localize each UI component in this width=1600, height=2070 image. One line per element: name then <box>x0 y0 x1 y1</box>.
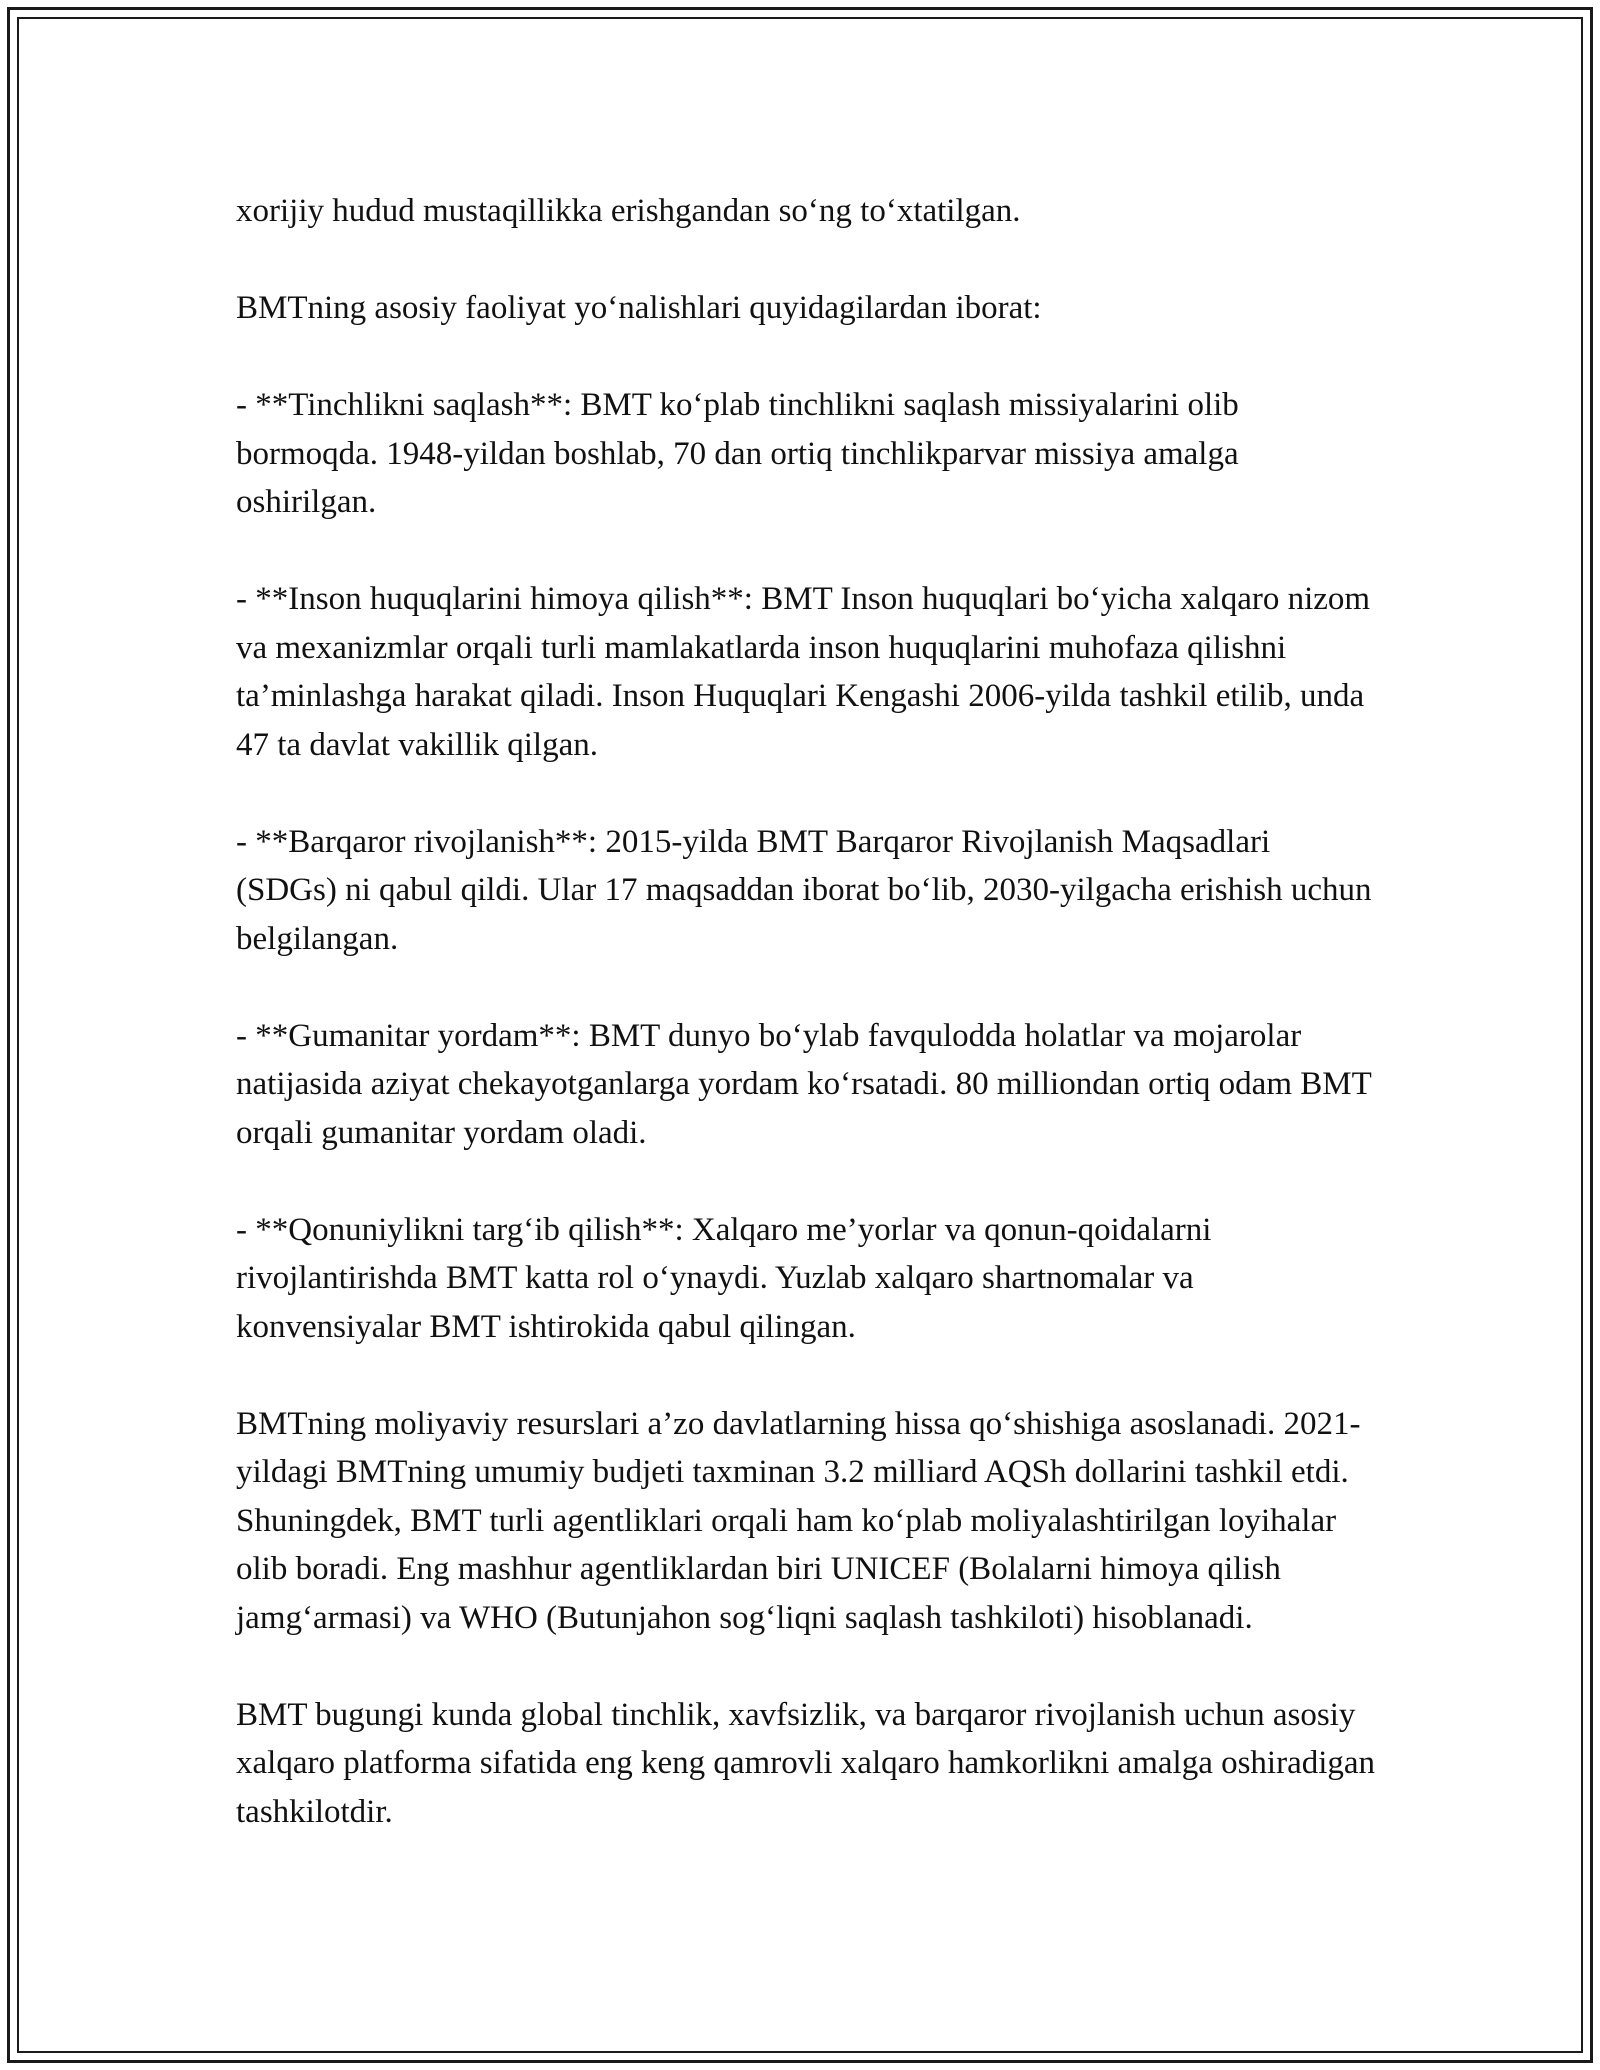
list-item-humanitarian-aid: - **Gumanitar yordam**: BMT dunyo bo‘ylab favqulodda holatlar va mojarolar natijasida aziyat chekayotganlarga yordam ko‘rsatadi. 80 milliondan ortiq odam BMT orqali gumanitar yordam oladi. <box>236 1017 1372 1151</box>
list-item-peacekeeping: - **Tinchlikni saqlash**: BMT ko‘plab tinchlikni saqlash missiyalarini olib bormoqda. 1948-yildan boshlab, 70 dan ortiq tinchlikparvar missiya amalga oshirilgan. <box>236 387 1239 520</box>
list-item-human-rights: - **Inson huquqlarini himoya qilish**: BMT Inson huquqlari bo‘yicha xalqaro nizom va mexanizmlar orqali turli mamlakatlarda inson huquqlarini muhofaza qilishni ta’minlashga harakat qiladi. Inson Huquqlari Kengashi 2006-yilda tashkil etilib, unda 47 ta davlat vakillik qilgan. <box>236 581 1371 763</box>
list-item-rule-of-law: - **Qonuniylikni targ‘ib qilish**: Xalqaro me’yorlar va qonun-qoidalarni rivojlantirishda BMT katta rol o‘ynaydi. Yuzlab xalqaro shartnomalar va konvensiyalar BMT ishtirokida qabul qilingan. <box>236 1211 1212 1345</box>
document-body <box>236 187 1376 1885</box>
paragraph-financial-resources: BMTning moliyaviy resurslari a’zo davlatlarning hissa qo‘shishiga asoslanadi. 2021-yildagi BMTning umumiy budjeti taxminan 3.2 milliard AQSh dollarini tashkil etdi. Shuningdek, BMT turli agentliklari orqali ham ko‘plab moliyalashtirilgan loyihalar olib boradi. Eng mashhur agentliklardan biri UNICEF (Bolalarni himoya qilish jamg‘armasi) va WHO (Butunjahon sog‘liqni saqlash tashkiloti) hisoblanadi. <box>236 1405 1361 1636</box>
paragraph-conclusion: BMT bugungi kunda global tinchlik, xavfsizlik, va barqaror rivojlanish uchun asosiy xalqaro platforma sifatida eng keng qamrovli xalqaro hamkorlikni amalga oshiradigan tashkilotdir. <box>236 1696 1376 1830</box>
paragraph-intro-list: BMTning asosiy faoliyat yo‘nalishlari quyidagilardan iborat: <box>236 290 1042 326</box>
list-item-sustainable-development: - **Barqaror rivojlanish**: 2015-yilda BMT Barqaror Rivojlanish Maqsadlari (SDGs) ni qabul qildi. Ular 17 maqsaddan iborat bo‘lib, 2030-yilgacha erishish uchun belgilangan. <box>236 823 1372 957</box>
paragraph-continuation: xorijiy hudud mustaqillikka erishgandan so‘ng to‘xtatilgan. <box>236 193 1021 229</box>
